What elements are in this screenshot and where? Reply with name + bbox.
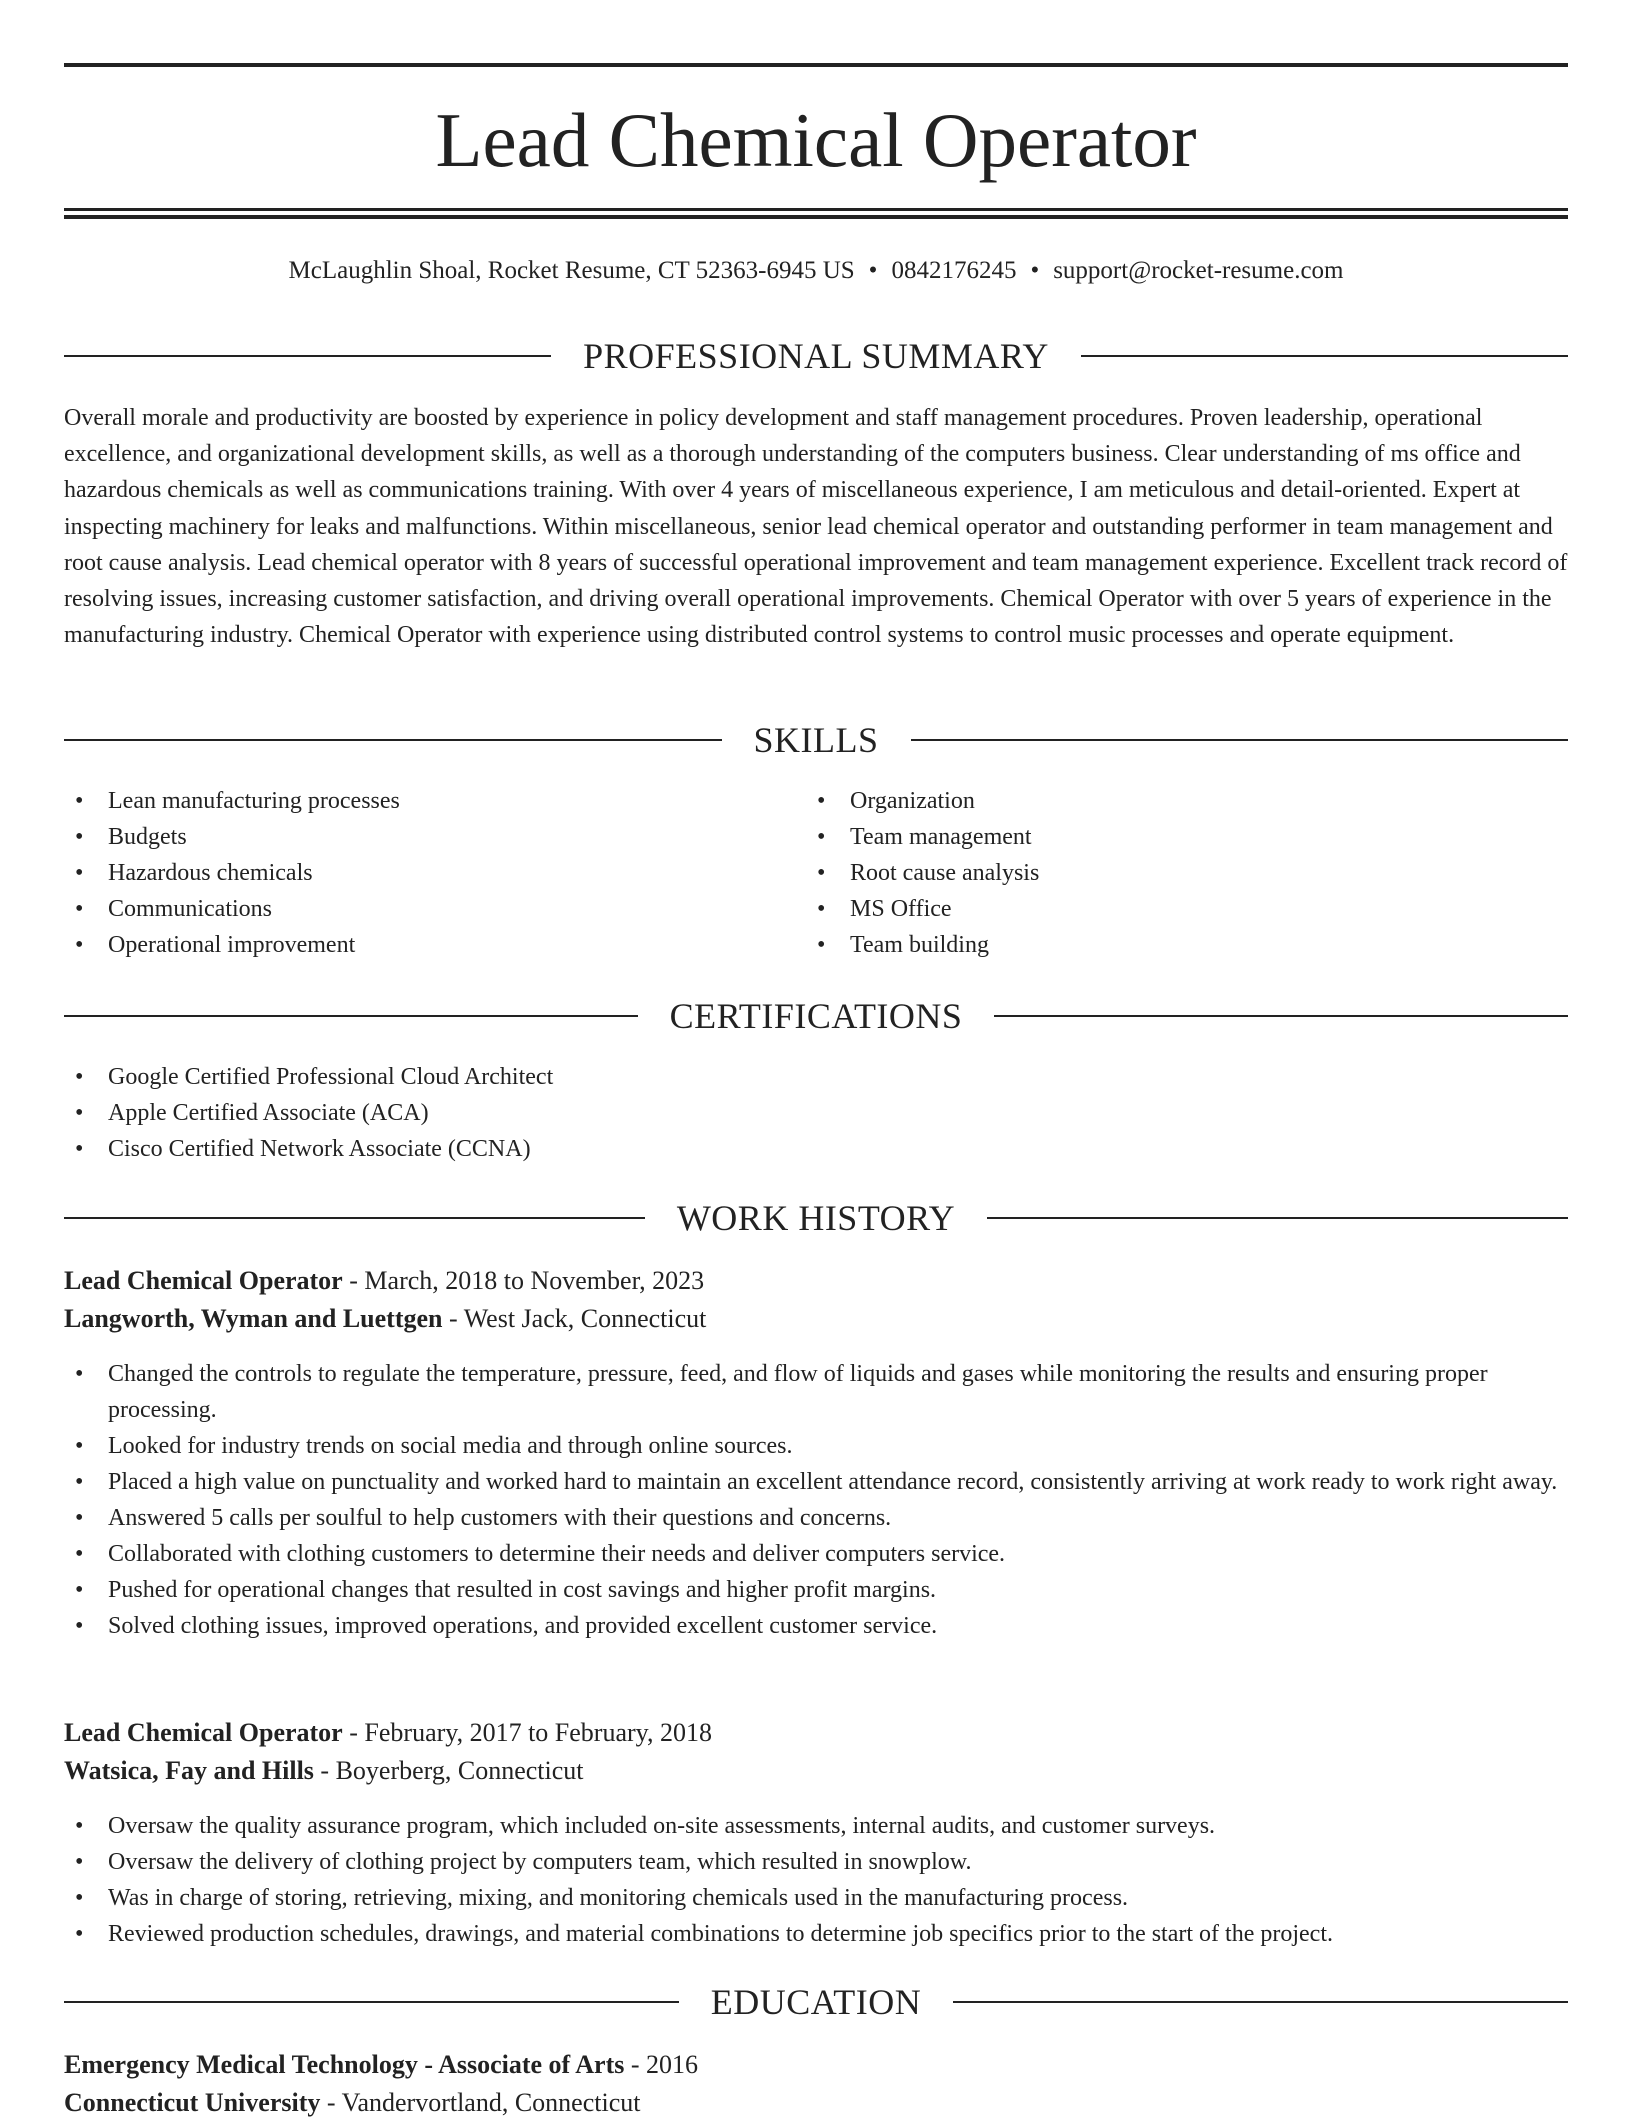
education-location: Vandervortland, Connecticut [341,2088,641,2117]
skill-item: • Root cause analysis [806,855,1506,891]
contact-phone: 0842176245 [891,257,1017,284]
certification-item: • Apple Certified Associate (ACA) [64,1095,1064,1131]
contact-separator: • [868,257,878,284]
heading-rule-right [1081,355,1568,357]
heading-rule-right [953,2001,1568,2003]
education-school-line: Connecticut University - Vandervortland, Connecticut [64,2088,641,2117]
education-school: Connecticut University [64,2088,321,2117]
job-title-line: Lead Chemical Operator - February, 2017 to February, 2018 [64,1718,712,1747]
skill-item: • Team building [806,927,1506,963]
heading-rule-left [64,2001,679,2003]
section-title: EDUCATION [710,1982,922,2022]
contact-separator: • [1030,257,1040,284]
section-title: WORK HISTORY [676,1198,956,1238]
job-duty: • Placed a high value on punctuality and worked hard to maintain an excellent attendance record, consistently arriving at work ready to work right away. [64,1464,1568,1500]
job-company-line: Langworth, Wyman and Luettgen - West Jack, Connecticut [64,1304,707,1333]
title-double-rule-upper [64,208,1568,211]
job-duty: • Solved clothing issues, improved operations, and provided excellent customer service. [64,1608,1568,1644]
skill-item: • Lean manufacturing processes [64,783,764,819]
education-year: 2016 [646,2050,699,2079]
heading-rule-right [987,1217,1568,1219]
contact-email: support@rocket-resume.com [1053,257,1344,284]
skill-item: • Team management [806,819,1506,855]
job-company-line: Watsica, Fay and Hills - Boyerberg, Connecticut [64,1756,584,1785]
job-duty: • Oversaw the delivery of clothing project by computers team, which resulted in snowplow. [64,1844,1568,1880]
section-title: SKILLS [753,720,879,760]
resume-title: Lead Chemical Operator [435,97,1197,183]
job-company: Langworth, Wyman and Luettgen [64,1304,443,1333]
skill-item: • Communications [64,891,764,927]
job-title-line: Lead Chemical Operator - March, 2018 to November, 2023 [64,1266,705,1295]
job-duty: • Looked for industry trends on social media and through online sources. [64,1428,1568,1464]
top-rule [64,63,1568,67]
section-title: PROFESSIONAL SUMMARY [583,336,1049,376]
job-title: Lead Chemical Operator [64,1266,343,1295]
job-duty: • Collaborated with clothing customers to determine their needs and deliver computers service. [64,1536,1568,1572]
contact-address: McLaughlin Shoal, Rocket Resume, CT 52363-6945 US [288,257,855,284]
job-duty: • Reviewed production schedules, drawings, and material combinations to determine job specifics prior to the start of the project. [64,1916,1568,1952]
summary-paragraph: Overall morale and productivity are boosted by experience in policy development and staff management procedures. Proven leadership, operational excellence, and organizational development skills, as well as a thorough understanding of the computers business. Clear understanding of ms office and hazardous chemicals as well as communications training. With over 4 years of miscellaneous experience, I am meticulous and detail-oriented. Expert at inspecting machinery for leaks and malfunctions. Within miscellaneous, senior lead chemical operator and outstanding performer in team management and root cause analysis. Lead chemical operator with 8 years of successful operational improvement and team management experience. Excellent track record of resolving issues, increasing customer satisfaction, and driving overall operational improvements. Chemical Operator with over 5 years of experience in the manufacturing industry. Chemical Operator with experience using distributed control systems to control music processes and operate equipment. [64,405,1568,649]
certification-item: • Google Certified Professional Cloud Architect [64,1059,1064,1095]
skill-item: • Operational improvement [64,927,764,963]
section-title: CERTIFICATIONS [669,996,963,1036]
heading-rule-right [994,1015,1568,1017]
education-degree-line: Emergency Medical Technology - Associate of Arts - 2016 [64,2050,699,2079]
job-title: Lead Chemical Operator [64,1718,343,1747]
job-duty: • Answered 5 calls per soulful to help customers with their questions and concerns. [64,1500,1568,1536]
heading-rule-left [64,1015,638,1017]
job-dates: February, 2017 to February, 2018 [364,1718,712,1747]
job-location: West Jack, Connecticut [463,1304,707,1333]
skill-item: • MS Office [806,891,1506,927]
heading-rule-left [64,1217,645,1219]
skill-item: • Budgets [64,819,764,855]
job-location: Boyerberg, Connecticut [335,1756,584,1785]
job-company: Watsica, Fay and Hills [64,1756,314,1785]
section-heading-certifications [64,994,1568,1038]
job-duty: • Was in charge of storing, retrieving, mixing, and monitoring chemicals used in the manufacturing process. [64,1880,1568,1916]
section-heading-work-history [64,1196,1568,1240]
job-duties-list [64,1808,1568,1952]
title-double-rule-lower [64,215,1568,219]
job-duty: • Oversaw the quality assurance program, which included on-site assessments, internal audits, and customer surveys. [64,1808,1568,1844]
job-dates: March, 2018 to November, 2023 [364,1266,705,1295]
job-duty: • Pushed for operational changes that resulted in cost savings and higher profit margins. [64,1572,1568,1608]
skill-item: • Organization [806,783,1506,819]
job-duties-list [64,1356,1568,1644]
skills-list-left [64,783,764,963]
section-heading-summary [64,334,1568,378]
heading-rule-right [911,739,1569,741]
education-degree: Emergency Medical Technology - Associate of Arts [64,2050,625,2079]
skill-item: • Hazardous chemicals [64,855,764,891]
section-heading-skills [64,718,1568,762]
contact-line [64,254,1568,288]
certification-item: • Cisco Certified Network Associate (CCNA) [64,1131,1064,1167]
skills-list-right [806,783,1506,963]
certifications-list [64,1059,1064,1167]
section-heading-education [64,1980,1568,2024]
heading-rule-left [64,355,551,357]
job-duty: • Changed the controls to regulate the temperature, pressure, feed, and flow of liquids and gases while monitoring the results and ensuring proper processing. [64,1356,1568,1428]
heading-rule-left [64,739,722,741]
